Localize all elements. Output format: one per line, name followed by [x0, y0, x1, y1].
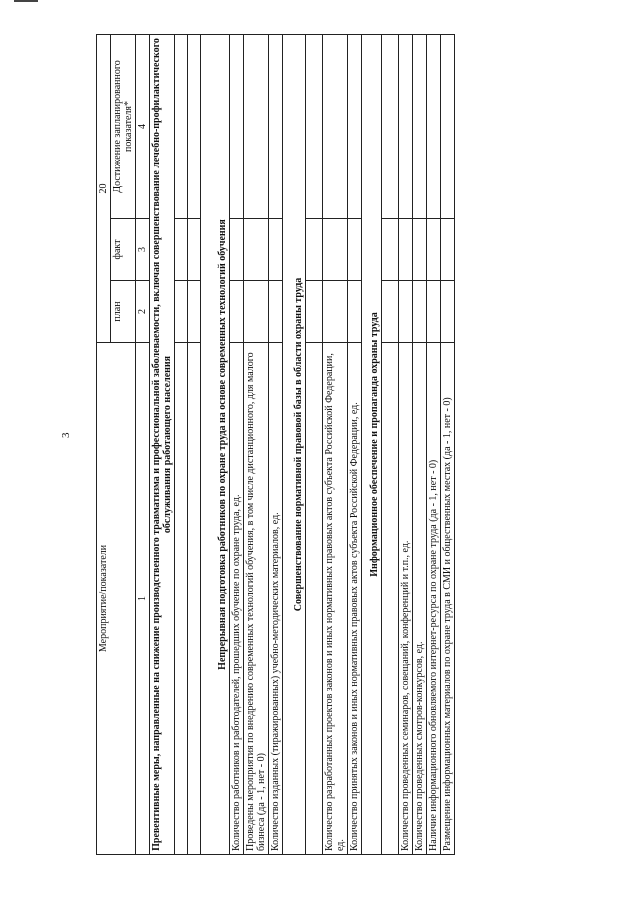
header-achievement: Достижение запланированного показателя*: [111, 34, 136, 218]
section-heading-row: [150, 34, 175, 854]
fact-cell: [269, 219, 283, 281]
empty-cell: [382, 281, 399, 343]
header-plan: план: [111, 281, 136, 343]
achievement-cell: [323, 34, 348, 218]
fact-cell: [230, 219, 244, 281]
row-label: Количество принятых законов и иных нормативных правовых актов субъекта Российской Федерации, ед.: [348, 343, 362, 855]
fact-cell: [244, 219, 269, 281]
empty-cell: [188, 281, 201, 343]
empty-row: [175, 34, 188, 854]
plan-cell: [441, 281, 455, 343]
header-activity: Мероприятие/показатели: [97, 343, 136, 855]
section-heading-regulation: Совершенствование нормативной правовой базы в области охраны труда: [283, 34, 306, 854]
section-heading-row: [362, 34, 382, 854]
achievement-cell: [399, 34, 413, 218]
empty-cell: [306, 281, 323, 343]
section-heading-information: Информационное обеспечение и пропаганда охраны труда: [362, 34, 382, 854]
empty-row: [188, 34, 201, 854]
table-row: [427, 34, 441, 854]
plan-cell: [348, 281, 362, 343]
column-number: 2: [136, 281, 150, 343]
achievement-cell: [441, 34, 455, 218]
plan-cell: [323, 281, 348, 343]
row-label: Размещение информационных материалов по охране труда в СМИ и общественных местах (да - 1, нет - 0): [441, 343, 455, 855]
achievement-cell: [413, 34, 427, 218]
table-row: [348, 34, 362, 854]
plan-cell: [427, 281, 441, 343]
empty-cell: [382, 343, 399, 855]
plan-cell: [244, 281, 269, 343]
page-number: 3: [60, 432, 72, 438]
column-number: 1: [136, 343, 150, 855]
table-row: [269, 34, 283, 854]
empty-cell: [188, 219, 201, 281]
table-row: [230, 34, 244, 854]
plan-cell: [269, 281, 283, 343]
achievement-cell: [348, 34, 362, 218]
row-label: Наличие информационного обновляемого интернет-ресурса по охране труда (да - 1, нет - 0): [427, 343, 441, 855]
table-row: [413, 34, 427, 854]
empty-cell: [175, 281, 188, 343]
table-row: [323, 34, 348, 854]
row-label: Количество изданных (тиражированных) учебно-методических материалов, ед.: [269, 343, 283, 855]
plan-cell: [399, 281, 413, 343]
achievement-cell: [427, 34, 441, 218]
fact-cell: [413, 219, 427, 281]
row-label: Количество работников и работодателей, прошедших обучение по охране труда, ед.: [230, 343, 244, 855]
fact-cell: [323, 219, 348, 281]
scan-mark: [14, 0, 38, 2]
column-number: 3: [136, 219, 150, 281]
row-label: Количество разработанных проектов законов и иных нормативных правовых актов субъекта Российской Федерации, ед.: [323, 343, 348, 855]
achievement-cell: [269, 34, 283, 218]
fact-cell: [348, 219, 362, 281]
header-row-1: [97, 34, 111, 854]
empty-cell: [306, 219, 323, 281]
table-row: [244, 34, 269, 854]
table-row: [399, 34, 413, 854]
fact-cell: [427, 219, 441, 281]
fact-cell: [399, 219, 413, 281]
empty-cell: [382, 34, 399, 218]
empty-cell: [175, 343, 188, 855]
empty-row: [306, 34, 323, 854]
row-label: Количество проведенных смотров-конкурсов, ед.: [413, 343, 427, 855]
header-year: 20: [97, 34, 111, 342]
row-label: Количество проведенных семинаров, совещаний, конференций и т.п., ед.: [399, 343, 413, 855]
plan-cell: [413, 281, 427, 343]
empty-cell: [382, 219, 399, 281]
empty-cell: [306, 34, 323, 218]
achievement-cell: [244, 34, 269, 218]
column-number: 4: [136, 34, 150, 218]
section-heading-training: Непрерывная подготовка работников по охране труда на основе современных технологий обучения: [201, 34, 230, 854]
empty-cell: [306, 343, 323, 855]
section-heading-prevention: Превентивные меры, направленные на снижение производственного травматизма и профессиональной заболеваемости, включая совершенствование лечебно-профилактического обслуживания работающего населения: [150, 34, 175, 854]
rotated-page: [96, 35, 455, 855]
empty-cell: [175, 219, 188, 281]
header-fact: факт: [111, 219, 136, 281]
labor-safety-table: [96, 34, 455, 855]
achievement-cell: [230, 34, 244, 218]
section-heading-row: [201, 34, 230, 854]
plan-cell: [230, 281, 244, 343]
empty-row: [382, 34, 399, 854]
column-numbers-row: [136, 34, 150, 854]
row-label: Проведены мероприятия по внедрению современных технологий обучения, в том числе дистанционного, для малого бизнеса (да - 1, нет - 0): [244, 343, 269, 855]
table-row: [441, 34, 455, 854]
empty-cell: [175, 34, 188, 218]
empty-cell: [188, 343, 201, 855]
section-heading-row: [283, 34, 306, 854]
fact-cell: [441, 219, 455, 281]
empty-cell: [188, 34, 201, 218]
